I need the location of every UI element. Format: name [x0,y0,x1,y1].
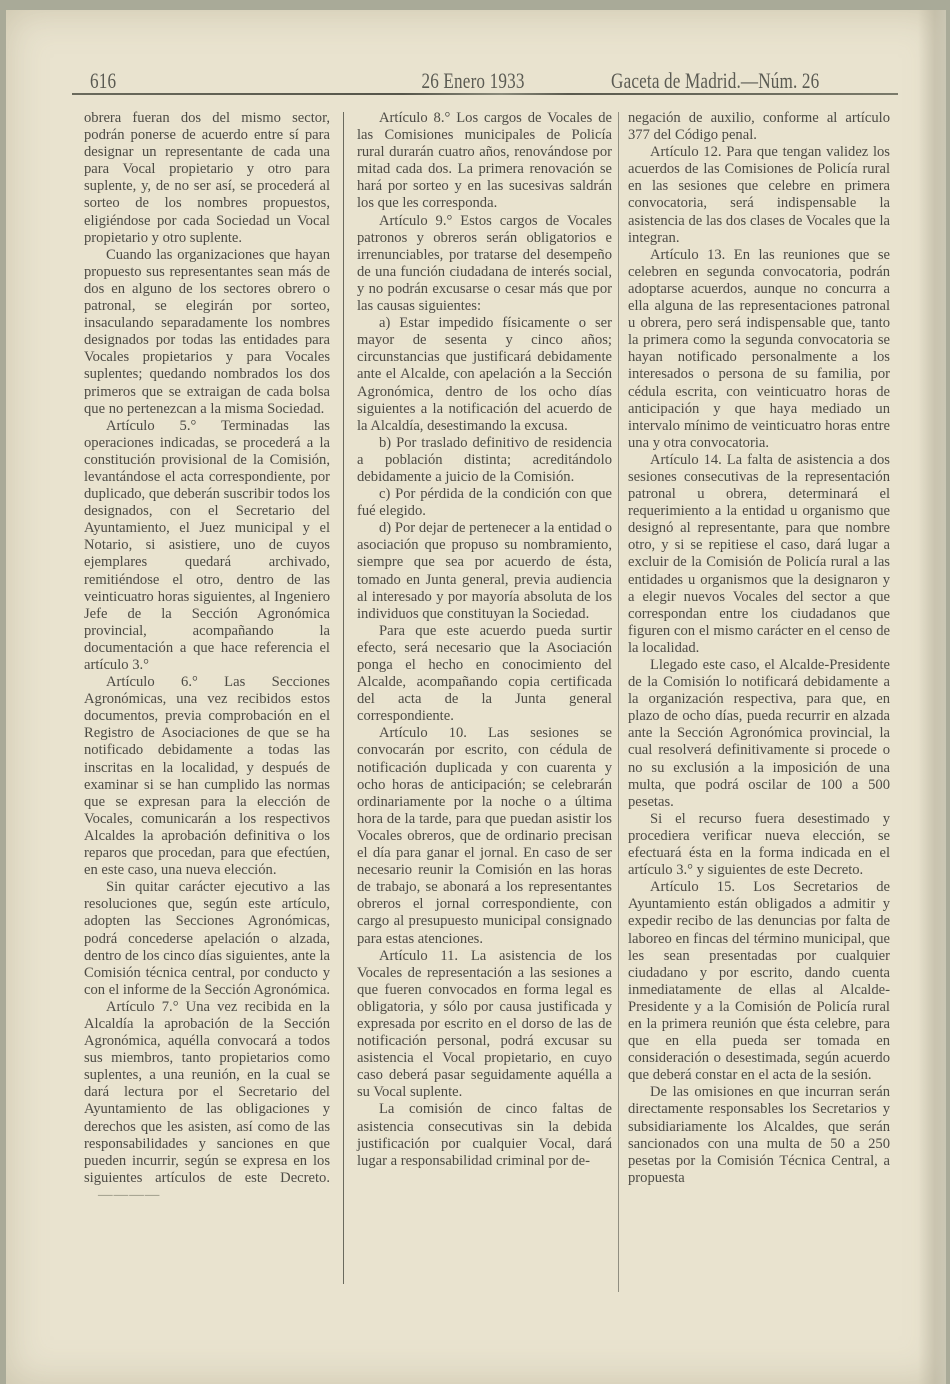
text-column-3 [628,110,890,1187]
paragraph: Artículo 14. La falta de asistencia a dos sesiones consecutivas de la representación patronal u obrera, determinará el requerimiento a la entidad u organismo que designó al representante, para que nombre otro, y si se repitiese el caso, dará lugar a excluir de la Comisión de Policía rural a las entidades u organismos que la designaron y a elegir nuevos Vocales del sector a que correspondan entre los ciudadanos que figuren con el mismo carácter en el censo de la localidad. [628,451,890,656]
text-column-1 [84,110,330,1204]
paragraph: Artículo 8.° Los cargos de Vocales de las Comisiones municipales de Policía rural durarán cuatro años, renovándose por mitad cada dos. La primera renovación se hará por sorteo y en las sucesivas saldrán los que les corresponda. [357,110,612,212]
publication-title: Gaceta de Madrid.—Núm. 26 [611,68,820,93]
column-divider [618,112,619,1292]
issue-date: 26 Enero 1933 [421,68,525,93]
end-mark: ———— [98,1186,161,1203]
header-rule [72,93,898,95]
paragraph: Si el recurso fuera desestimado y procediera verificar nueva elección, se efectuará ésta en la forma indicada en el artículo 3.° y siguientes de este Decreto. [628,810,890,879]
paragraph: Artículo 5.° Terminadas las operaciones indicadas, se procederá a la constitución provisional de la Comisión, levantándose el acta correspondiente, por duplicado, que deberán suscribir todos los designados, con el Secretario del Ayuntamiento, el Juez municipal y el Notario, si asistiere, uno de cuyos ejemplares quedará archivado, remitiéndose el otro, dentro de las veinticuatro horas siguientes, al Ingeniero Jefe de la Sección Agronómica provincial, acompañando la documentación a que hace referencia el artículo 3.° [84,417,330,673]
paragraph: Artículo 7.° Una vez recibida en la Alcaldía la aprobación de la Sección Agronómica, aquélla convocará a todos sus miembros, tanto propietarios como suplentes, a una reunión, en la cual se dará lectura por el Secretario del Ayuntamiento de las obligaciones y derechos que les asisten, así como de las responsabilidades y sanciones en que pueden incurrir, según se expresa en los siguientes artículos de este Decreto.———— [84,998,330,1203]
text-column-2 [357,110,612,1170]
paragraph: La comisión de cinco faltas de asistencia consecutivas sin la debida justificación por cualquier Vocal, dará lugar a responsabilidad criminal por de- [357,1101,612,1169]
page-number: 616 [90,68,117,93]
paragraph: Sin quitar carácter ejecutivo a las resoluciones que, según este artículo, adopten las Secciones Agronómicas, podrá concederse apelación o alzada, dentro de los cinco días siguientes, ante la Comisión técnica central, por conducto y con el informe de la Sección Agronómica. [84,879,330,998]
paragraph: Artículo 10. Las sesiones se convocarán por escrito, con cédula de notificación duplicada y con cuarenta y ocho horas de anticipación; se celebrarán ordinariamente por la noche o a última hora de la tarde, para que puedan asistir los Vocales obreros, que de ordinario precisan el día para ganar el jornal. En caso de ser necesario reunir la Comisión en las horas de trabajo, se abonará a los representantes obreros el jornal correspondiente, con cargo al presupuesto municipal consignado para estas atenciones. [357,725,612,947]
paragraph: Artículo 12. Para que tengan validez los acuerdos de las Comisiones de Policía rural en las sesiones que celebre en primera convocatoria, será indispensable la asistencia de las dos clases de Vocales que la integran. [628,144,890,246]
paragraph: De las omisiones en que incurran serán directamente responsables los Secretarios y subsidiariamente los Alcaldes, que serán sancionados con una multa de 50 a 250 pesetas por la Comisión Técnica Central, a propuesta [628,1084,890,1186]
column-divider [343,112,344,1284]
paragraph: Llegado este caso, el Alcalde-Presidente de la Comisión lo notificará debidamente a la organización respectiva, para que, en plazo de ocho días, pueda recurrir en alzada ante la Sección Agronómica provincial, la cual resolverá definitivamente si procede o no su exclusión a la imposición de una multa, que podrá oscilar de 100 a 500 pesetas. [628,657,890,810]
paragraph: Artículo 15. Los Secretarios de Ayuntamiento están obligados a admitir y expedir recibo de las denuncias por falta de laboreo en fincas del término municipal, que les sean presentadas por cualquier ciudadano y por escrito, dando cuenta inmediatamente de ellas al Alcalde-Presidente y a la Comisión de Policía rural en la primera reunión que ésta celebre, para que en ella pueda ser tomada en consideración o desestimada, según acuerdo que deberá constar en el acta de la sesión. [628,879,890,1084]
paragraph: obrera fueran dos del mismo sector, podrán ponerse de acuerdo entre sí para designar un representante de cada una para Vocal propietario y otro para suplente, y, de no ser así, se procederá al sorteo de los nombres propuestos, eligiéndose por cada Sociedad un Vocal propietario y otro suplente. [84,110,330,246]
paragraph: Artículo 6.° Las Secciones Agronómicas, una vez recibidos estos documentos, previa comprobación en el Registro de Asociaciones de que se ha notificado debidamente a todas las inscritas en la localidad, y después de examinar si se han cumplido las normas que se expresan para la elección de Vocales, comunicarán a los respectivos Alcaldes la aprobación definitiva o los reparos que procedan, para que efectúen, en este caso, una nueva elección. [84,674,330,879]
paragraph: Artículo 9.° Estos cargos de Vocales patronos y obreros serán obligatorios e irrenunciables, por tratarse del desempeño de una función ciudadana de interés social, y no podrán excusarse o cesar más que por las causas siguientes: [357,212,612,315]
paragraph: Para que este acuerdo pueda surtir efecto, será necesario que la Asociación ponga el hecho en conocimiento del Alcalde, acompañando copia certificada del acta de la Junta general correspondiente. [357,622,612,725]
paragraph: Cuando las organizaciones que hayan propuesto sus representantes sean más de dos en alguno de los sectores obrero o patronal, se elegirán por sorteo, insaculando separadamente los nombres designados por todas las entidades para Vocales propietarios y para Vocales suplentes; quedando nombrados los dos primeros que se extraigan de cada bolsa que no pertenezcan a la misma Sociedad. [84,246,330,417]
paragraph: c) Por pérdida de la condición con que fué elegido. [357,486,612,520]
paragraph: Artículo 11. La asistencia de los Vocales de representación a las sesiones a que fueren convocados en forma legal es obligatoria, y sólo por causa justificada y expresada por escrito en el dorso de las de notificación personal, podrá excusar su asistencia el Vocal propietario, en cuyo caso deberá pasar seguidamente aquélla a su Vocal suplente. [357,947,612,1101]
paragraph: a) Estar impedido físicamente o ser mayor de sesenta y cinco años; circunstancias que justificará debidamente ante el Alcalde, con apelación a la Sección Agronómica, dentro de los ocho días siguientes a la notificación del acuerdo de la Alcaldía, desestimando la excusa. [357,315,612,434]
paragraph: negación de auxilio, conforme al artículo 377 del Código penal. [628,110,890,144]
paragraph: Artículo 13. En las reuniones que se celebren en segunda convocatoria, podrán adoptarse acuerdos, aunque no concurra a ella alguna de las representaciones patronal u obrera, pero será indispensable que, tanto la primera como la segunda convocatoria se hayan notificado personalmente a los interesados o persona de su familia, por cédula escrita, con veinticuatro horas de anticipación y que haya mediado un intervalo mínimo de veinticuatro horas entre una y otra convocatoria. [628,246,890,451]
paragraph: b) Por traslado definitivo de residencia a población distinta; acreditándolo debidamente a juicio de la Comisión. [357,434,612,485]
paragraph: d) Por dejar de pertenecer a la entidad o asociación que propuso su nombramiento, siempre que sea por acuerdo de ésta, tomado en Junta general, previa audiencia al interesado y por mayoría absoluta de los individuos que constituyan la Sociedad. [357,520,612,622]
